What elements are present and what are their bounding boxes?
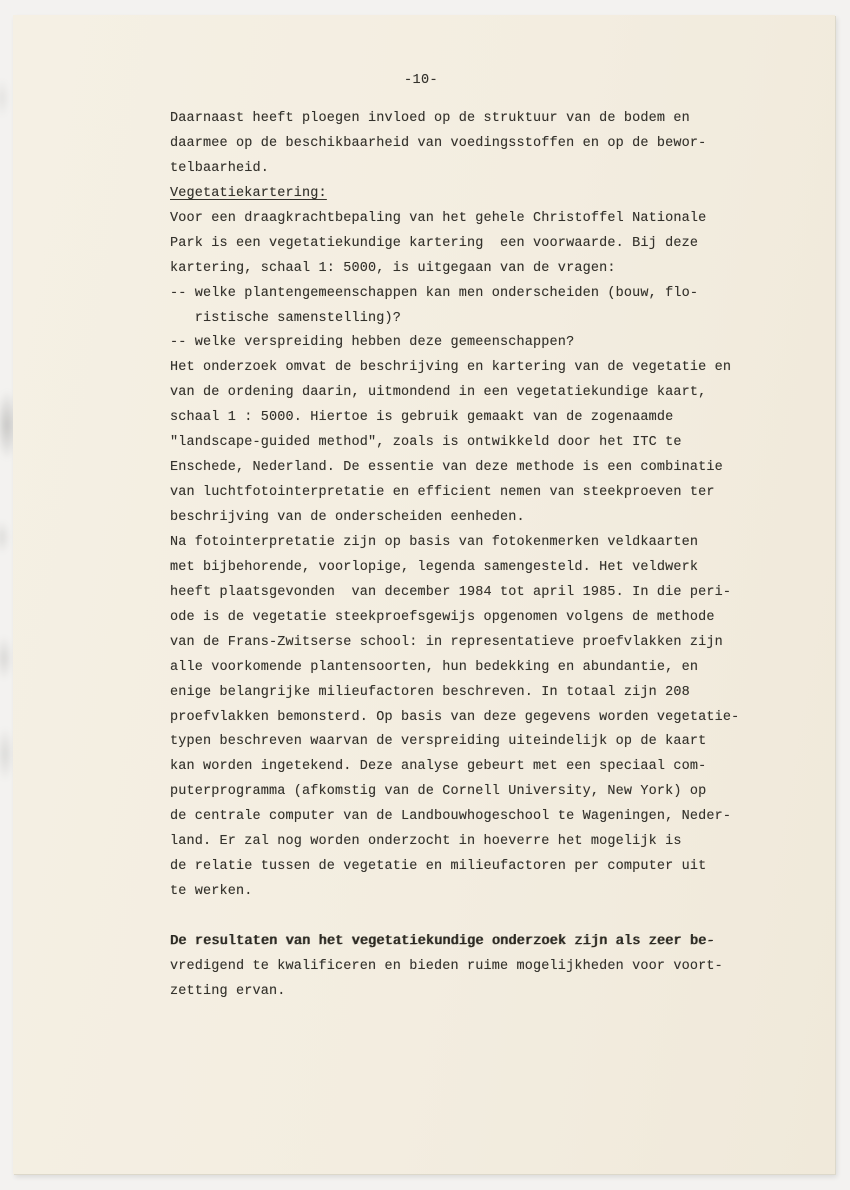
text-line: ode is de vegetatie steekproefsgewijs opgenomen volgens de methode	[170, 609, 715, 625]
text-line: Voor een draagkrachtbepaling van het gehele Christoffel Nationale	[170, 210, 707, 226]
text-line: puterprogramma (afkomstig van de Cornell University, New York) op	[170, 784, 707, 800]
blank-line	[170, 905, 770, 930]
document-text-block	[170, 107, 770, 1005]
text-line: daarmee op de beschikbaarheid van voedingsstoffen en op de bewor-	[170, 135, 707, 151]
text-line: typen beschreven waarvan de verspreiding uiteindelijk op de kaart	[170, 734, 707, 750]
text-line: telbaarheid.	[170, 160, 270, 176]
text-line: van de Frans-Zwitserse school: in representatieve proefvlakken zijn	[170, 634, 723, 650]
scan-smudge-artifact	[0, 78, 10, 118]
text-line: van luchtfotointerpretatie en efficient nemen van steekproeven ter	[170, 485, 715, 501]
text-line: land. Er zal nog worden onderzocht in hoeverre het mogelijk is	[170, 834, 682, 850]
text-line: heeft plaatsgevonden van december 1984 tot april 1985. In die peri-	[170, 584, 732, 600]
text-line: de relatie tussen de vegetatie en milieufactoren per computer uit	[170, 859, 707, 875]
text-line: vredigend te kwalificeren en bieden ruime mogelijkheden voor voort-	[170, 958, 723, 974]
text-line: enige belangrijke milieufactoren beschreven. In totaal zijn 208	[170, 684, 690, 700]
text-line-overstruck: De resultaten van het vegetatiekundige onderzoek zijn als zeer be-	[170, 933, 715, 949]
scan-smudge-artifact	[0, 726, 14, 782]
text-line: kan worden ingetekend. Deze analyse gebeurt met een speciaal com-	[170, 759, 707, 775]
scan-smudge-artifact	[0, 520, 10, 554]
scan-smudge-artifact	[0, 635, 13, 681]
text-line: Het onderzoek omvat de beschrijving en kartering van de vegetatie en	[170, 360, 732, 376]
text-line: Park is een vegetatiekundige kartering een voorwaarde. Bij deze	[170, 235, 699, 251]
text-line: -- welke plantengemeenschappen kan men onderscheiden (bouw, flo-	[170, 285, 699, 301]
text-line: beschrijving van de onderscheiden eenheden.	[170, 510, 525, 525]
text-line: Na fotointerpretatie zijn op basis van fotokenmerken veldkaarten	[170, 534, 699, 550]
text-line: alle voorkomende plantensoorten, hun bedekking en abundantie, en	[170, 659, 699, 675]
text-line: proefvlakken bemonsterd. Op basis van deze gegevens worden vegetatie-	[170, 709, 740, 725]
text-line: de centrale computer van de Landbouwhogeschool te Wageningen, Neder-	[170, 809, 732, 825]
text-line: met bijbehorende, voorlopige, legenda samengesteld. Het veldwerk	[170, 559, 699, 575]
text-line: Daarnaast heeft ploegen invloed op de struktuur van de bodem en	[170, 111, 690, 126]
text-line: -- welke verspreiding hebben deze gemeenschappen?	[170, 335, 575, 351]
document-page	[13, 15, 835, 1174]
text-line: kartering, schaal 1: 5000, is uitgegaan van de vragen:	[170, 260, 616, 276]
text-line: "landscape-guided method", zoals is ontwikkeld door het ITC te	[170, 435, 682, 451]
text-line: te werken.	[170, 884, 253, 900]
text-line: Enschede, Nederland. De essentie van deze methode is een combinatie	[170, 460, 723, 476]
page-number: -10-	[404, 73, 439, 88]
text-line: ristische samenstelling)?	[170, 310, 402, 326]
text-line: van de ordening daarin, uitmondend in een vegetatiekundige kaart,	[170, 385, 707, 401]
text-line: zetting ervan.	[170, 983, 286, 999]
text-line: schaal 1 : 5000. Hiertoe is gebruik gemaakt van de zogenaamde	[170, 410, 674, 426]
section-heading: Vegetatiekartering:	[170, 185, 327, 201]
